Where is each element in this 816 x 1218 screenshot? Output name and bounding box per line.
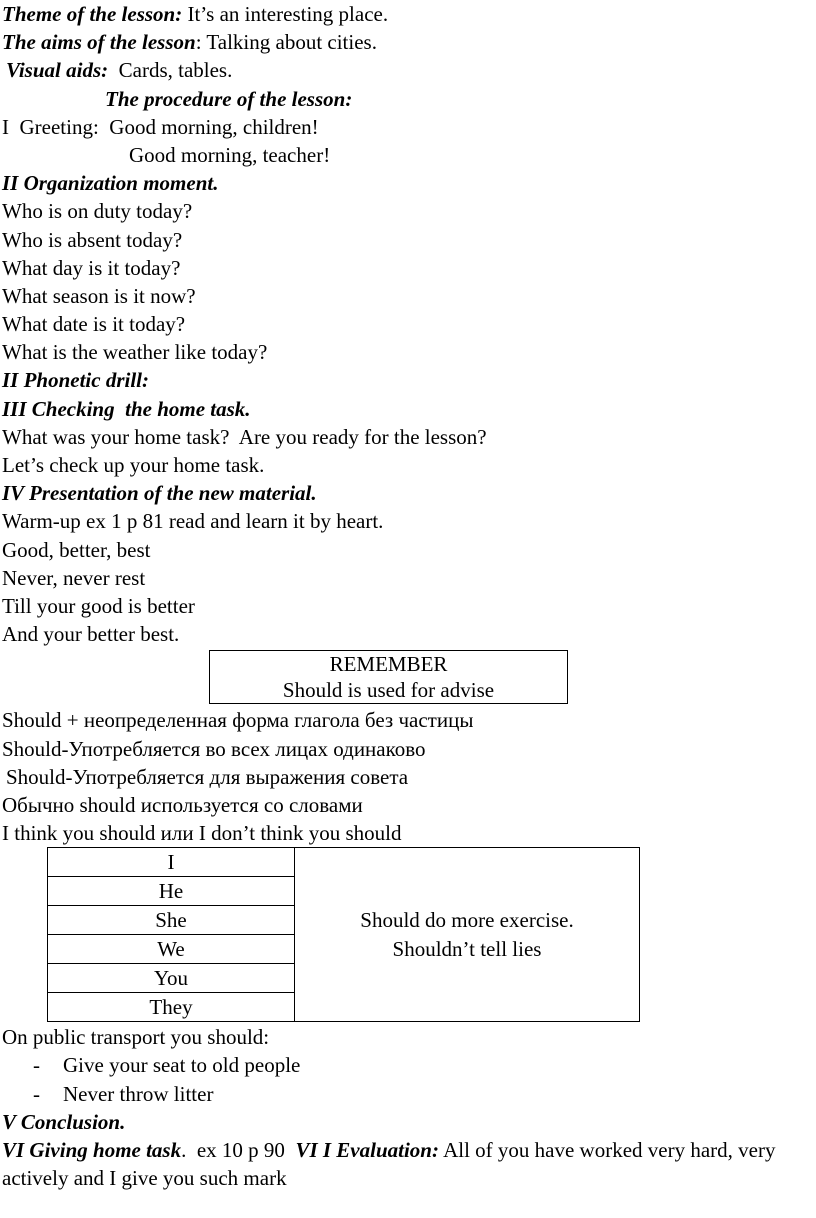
- lesson-plan-document: [2, 0, 814, 1192]
- pronoun-cell: I: [48, 848, 295, 877]
- evaluation-value: All of you have worked very hard, very actively and I give you such mark: [2, 1138, 776, 1191]
- transport-intro: On public transport you should:: [2, 1025, 270, 1050]
- question-item: What day is it today?: [2, 255, 181, 280]
- poem-line: Never, never rest: [2, 565, 146, 590]
- dash-bullet: -: [33, 1081, 40, 1106]
- remember-title: REMEMBER: [329, 652, 448, 677]
- example-sentence: Shouldn’t tell lies: [392, 936, 542, 961]
- theme-label: Theme of the lesson:: [2, 2, 183, 26]
- greeting-line: I Greeting: Good morning, children!: [2, 114, 319, 139]
- question-item: What is the weather like today?: [2, 340, 268, 365]
- pronoun-cell: She: [48, 906, 295, 935]
- rule-line: I think you should или I don’t think you should: [2, 821, 402, 846]
- rule-line: Обычно should используется со словами: [2, 792, 363, 817]
- evaluation-label: VI I Evaluation:: [295, 1138, 439, 1162]
- poem-line: Good, better, best: [2, 537, 151, 562]
- theme-line: [2, 0, 814, 28]
- question-item: What season is it now?: [2, 283, 196, 308]
- rule-line: Should-Употребляется для выражения совета: [6, 764, 409, 789]
- rule-line: Should + неопределенная форма глагола без частицы: [2, 708, 474, 733]
- pronoun-table-section: [2, 847, 814, 1023]
- presentation-line: Warm-up ex 1 p 81 read and learn it by heart.: [2, 509, 384, 534]
- example-cell: [295, 848, 640, 1022]
- poem-line: Till your good is better: [2, 593, 195, 618]
- organization-heading: II Organization moment.: [2, 171, 219, 196]
- phonetic-heading: II Phonetic drill:: [2, 368, 150, 393]
- rule-line: Should-Употребляется во всех лицах одинаково: [2, 736, 426, 761]
- pronoun-cell: We: [48, 935, 295, 964]
- pronoun-cell: They: [48, 993, 295, 1022]
- remember-box: [209, 650, 568, 704]
- pronoun-table: [47, 847, 640, 1022]
- list-item: [2, 1080, 814, 1108]
- list-item: [2, 1051, 814, 1079]
- procedure-title: The procedure of the lesson:: [105, 86, 353, 111]
- visual-aids-label: Visual aids:: [6, 58, 109, 83]
- list-item-text: Never throw litter: [63, 1081, 214, 1106]
- visual-aids-value: Cards, tables.: [108, 58, 233, 83]
- remember-text: Should is used for advise: [282, 678, 495, 703]
- pronoun-cell: He: [48, 877, 295, 906]
- question-item: What date is it today?: [2, 312, 186, 337]
- example-sentence: Should do more exercise.: [360, 907, 574, 932]
- question-item: Who is on duty today?: [2, 199, 193, 224]
- presentation-heading: IV Presentation of the new material.: [2, 481, 317, 506]
- aims-value: : Talking about cities.: [195, 30, 377, 55]
- list-item-text: Give your seat to old people: [63, 1053, 301, 1078]
- homework-label: VI Giving home task: [2, 1138, 182, 1162]
- homework-check-line: What was your home task? Are you ready for the lesson?: [2, 424, 487, 449]
- final-paragraph: [2, 1136, 802, 1192]
- remember-section: [2, 648, 814, 706]
- poem-line: And your better best.: [2, 622, 180, 647]
- pronoun-cell: You: [48, 964, 295, 993]
- dash-bullet: -: [33, 1053, 40, 1078]
- homework-value: . ex 10 p 90: [181, 1138, 296, 1162]
- homework-check-heading: III Checking the home task.: [2, 396, 251, 421]
- visual-aids-line: [2, 56, 814, 84]
- theme-value: It’s an interesting place.: [182, 2, 389, 26]
- greeting-reply: Good morning, teacher!: [129, 142, 331, 167]
- homework-check-line: Let’s check up your home task.: [2, 453, 265, 477]
- question-item: Who is absent today?: [2, 227, 183, 252]
- conclusion-heading: V Conclusion.: [2, 1109, 126, 1134]
- aims-label: The aims of the lesson: [2, 30, 196, 55]
- aims-line: [2, 28, 814, 56]
